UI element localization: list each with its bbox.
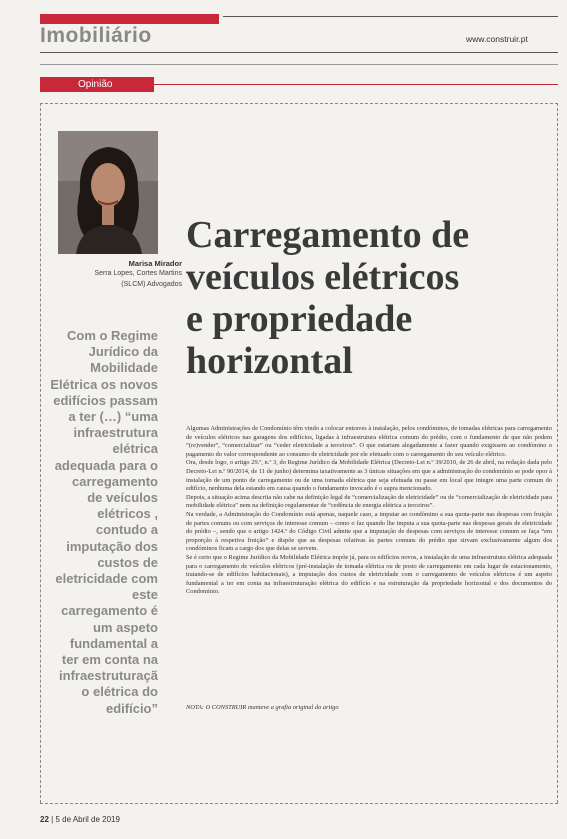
editorial-note: NOTA: O CONSTRUIR manteve a grafia original do artigo — [186, 704, 339, 711]
page-number: 22 — [40, 815, 49, 824]
body-paragraph: Se é certo que o Regime Jurídico da Mobilidade Elétrica impõe já, para os edifícios novos, a instalação de uma infraestrutura elétrica adequada para o carregamento de veículos elétricos (pré-instalação de tomada elétrica ou de posto de carregamento em cada lugar de estacionamento, tratando-se de edifícios habitacionais), a imputação dos custos de eletricidade com o carregamento de veículos elétricos é um aspeto fundamental a ter em conta na infraestruturação elétrica do edifício e na estruturação da propriedade horizontal e dos documentos do Condomínio. — [186, 553, 552, 596]
pull-quote-line: elétrica — [112, 441, 158, 457]
author-affiliation: (SLCM) Advogados — [121, 281, 182, 288]
pull-quote-line: Jurídico da — [88, 344, 158, 360]
pull-quote-line: Com o Regime — [66, 328, 158, 343]
article-frame-top — [40, 103, 558, 104]
opinion-tag: Opinião — [40, 77, 154, 92]
pull-quote-line: eletricidade com — [55, 571, 158, 587]
pull-quote-line: de veículos — [87, 490, 158, 506]
site-url[interactable]: www.construir.pt — [466, 34, 528, 44]
pull-quote-line: Elétrica os novos — [50, 376, 158, 392]
pull-quote-line: carregamento é — [61, 603, 158, 619]
pull-quote-line: elétricos , — [97, 506, 158, 522]
author-photo — [58, 131, 158, 254]
headline-line: horizontal — [186, 340, 353, 382]
pull-quote-line: edifícios passam — [53, 392, 158, 408]
pull-quote-line: fundamental a — [69, 635, 158, 651]
body-paragraph: Ora, desde logo, o artigo 29.º, n.º 3, do Regime Jurídico da Mobilidade Elétrica (Decreto-Lei n.º 39/2010, de 26 de abril, na redação dada pelo Decreto-Lei n.º 90/2014, de 11 de junho) determina taxativamente as 3 únicas situações em que a administração do condomínio se pode opor à instalação de um ponto de carregamento ou de uma tomada elétrica que seja efetuada ou passe em local que integre uma parte comum do edifício, nenhuma dela estando em causa quando o fundamento invocado é o supra mencionado. — [186, 459, 552, 493]
header-rule — [40, 52, 558, 53]
pull-quote-line: Mobilidade — [90, 360, 158, 376]
pull-quote-line: imputação dos — [66, 538, 158, 554]
pull-quote-line: contudo a — [95, 522, 158, 538]
pull-quote-line: custos de — [97, 554, 158, 570]
pull-quote-line: edifício” — [105, 700, 158, 716]
pull-quote-line: infraestrutura — [73, 425, 158, 441]
pull-quote-line: um aspeto — [92, 619, 158, 635]
header-red-bar — [40, 14, 219, 24]
issue-date: 5 de Abril de 2019 — [55, 815, 120, 824]
author-portrait-image — [58, 131, 158, 254]
body-paragraph: Depois, a situação acima descrita não cabe na definição legal de “comercialização de eletricidade” ou de “comercialização de eletricidade para mobilidade elétrica” nem na definição regulamentar de “cedência de energia elétrica a terceiros”. — [186, 493, 552, 510]
opinion-rule — [154, 84, 558, 85]
pull-quote — [40, 328, 158, 717]
headline-line: Carregamento de — [186, 214, 470, 256]
pull-quote-line: o elétrica do — [81, 684, 158, 700]
author-name: Marisa Mirador — [128, 259, 182, 268]
pull-quote-line: carregamento — [72, 473, 158, 489]
pull-quote-line: a ter (…) “uma — [68, 409, 158, 425]
article-body — [186, 425, 552, 597]
author-affiliation: Serra Lopes, Cortes Martins — [94, 270, 182, 277]
footer-separator: | — [51, 815, 54, 824]
article-frame-right — [557, 103, 558, 803]
headline-line: e propriedade — [186, 298, 413, 340]
body-paragraph: Na verdade, a Administração do Condomínio está apenas, naquele caso, a imputar ao condómino a sua quota-parte nas despesas com fruição de partes comuns ou com serviços de interesse comum – como o faz quando lhe imputa a sua quota-parte nas despesas gerais de eletricidade do prédio –, sendo que o artigo 1424.º do Código Civil admite que a imputação de despesas com serviços de interesse comum se faça “em proporção à respetiva fruição” e dispõe que as despesas relativas às partes comuns do prédio que sirvam exclusivamente algum dos condóminos ficam a cargo dos que delas se servem. — [186, 510, 552, 553]
pull-quote-line: adequada para o — [54, 457, 158, 473]
header-top-rule — [223, 16, 558, 17]
section-title: Imobiliário — [40, 24, 152, 47]
pull-quote-line: infraestruturaçã — [59, 668, 158, 684]
article-headline — [186, 214, 526, 382]
header-rule-lower — [40, 64, 558, 65]
pull-quote-line: este — [131, 587, 158, 603]
body-paragraph: Algumas Administrações de Condomínio têm vindo a colocar entraves à instalação, pelos condóminos, de tomadas elétricas para carregamento de veículos elétricos nas garagens dos edifícios, ligadas à infraestrutura elétrica comum do prédio, com o fundamento de que não podem “(re)vender”, “comercializar” ou “ceder eletricidade a terceiros”. O que estariam alegadamente a fazer quando exigissem ao condómino o pagamento do valor correspondente ao consumo de eletricidade por ele efetuado com o carregamento do seu veículo elétrico. — [186, 425, 552, 458]
pull-quote-line: ter em conta na — [61, 652, 158, 668]
page-footer — [40, 815, 120, 824]
headline-line: veículos elétricos — [186, 256, 460, 298]
article-frame-bottom — [40, 803, 558, 804]
